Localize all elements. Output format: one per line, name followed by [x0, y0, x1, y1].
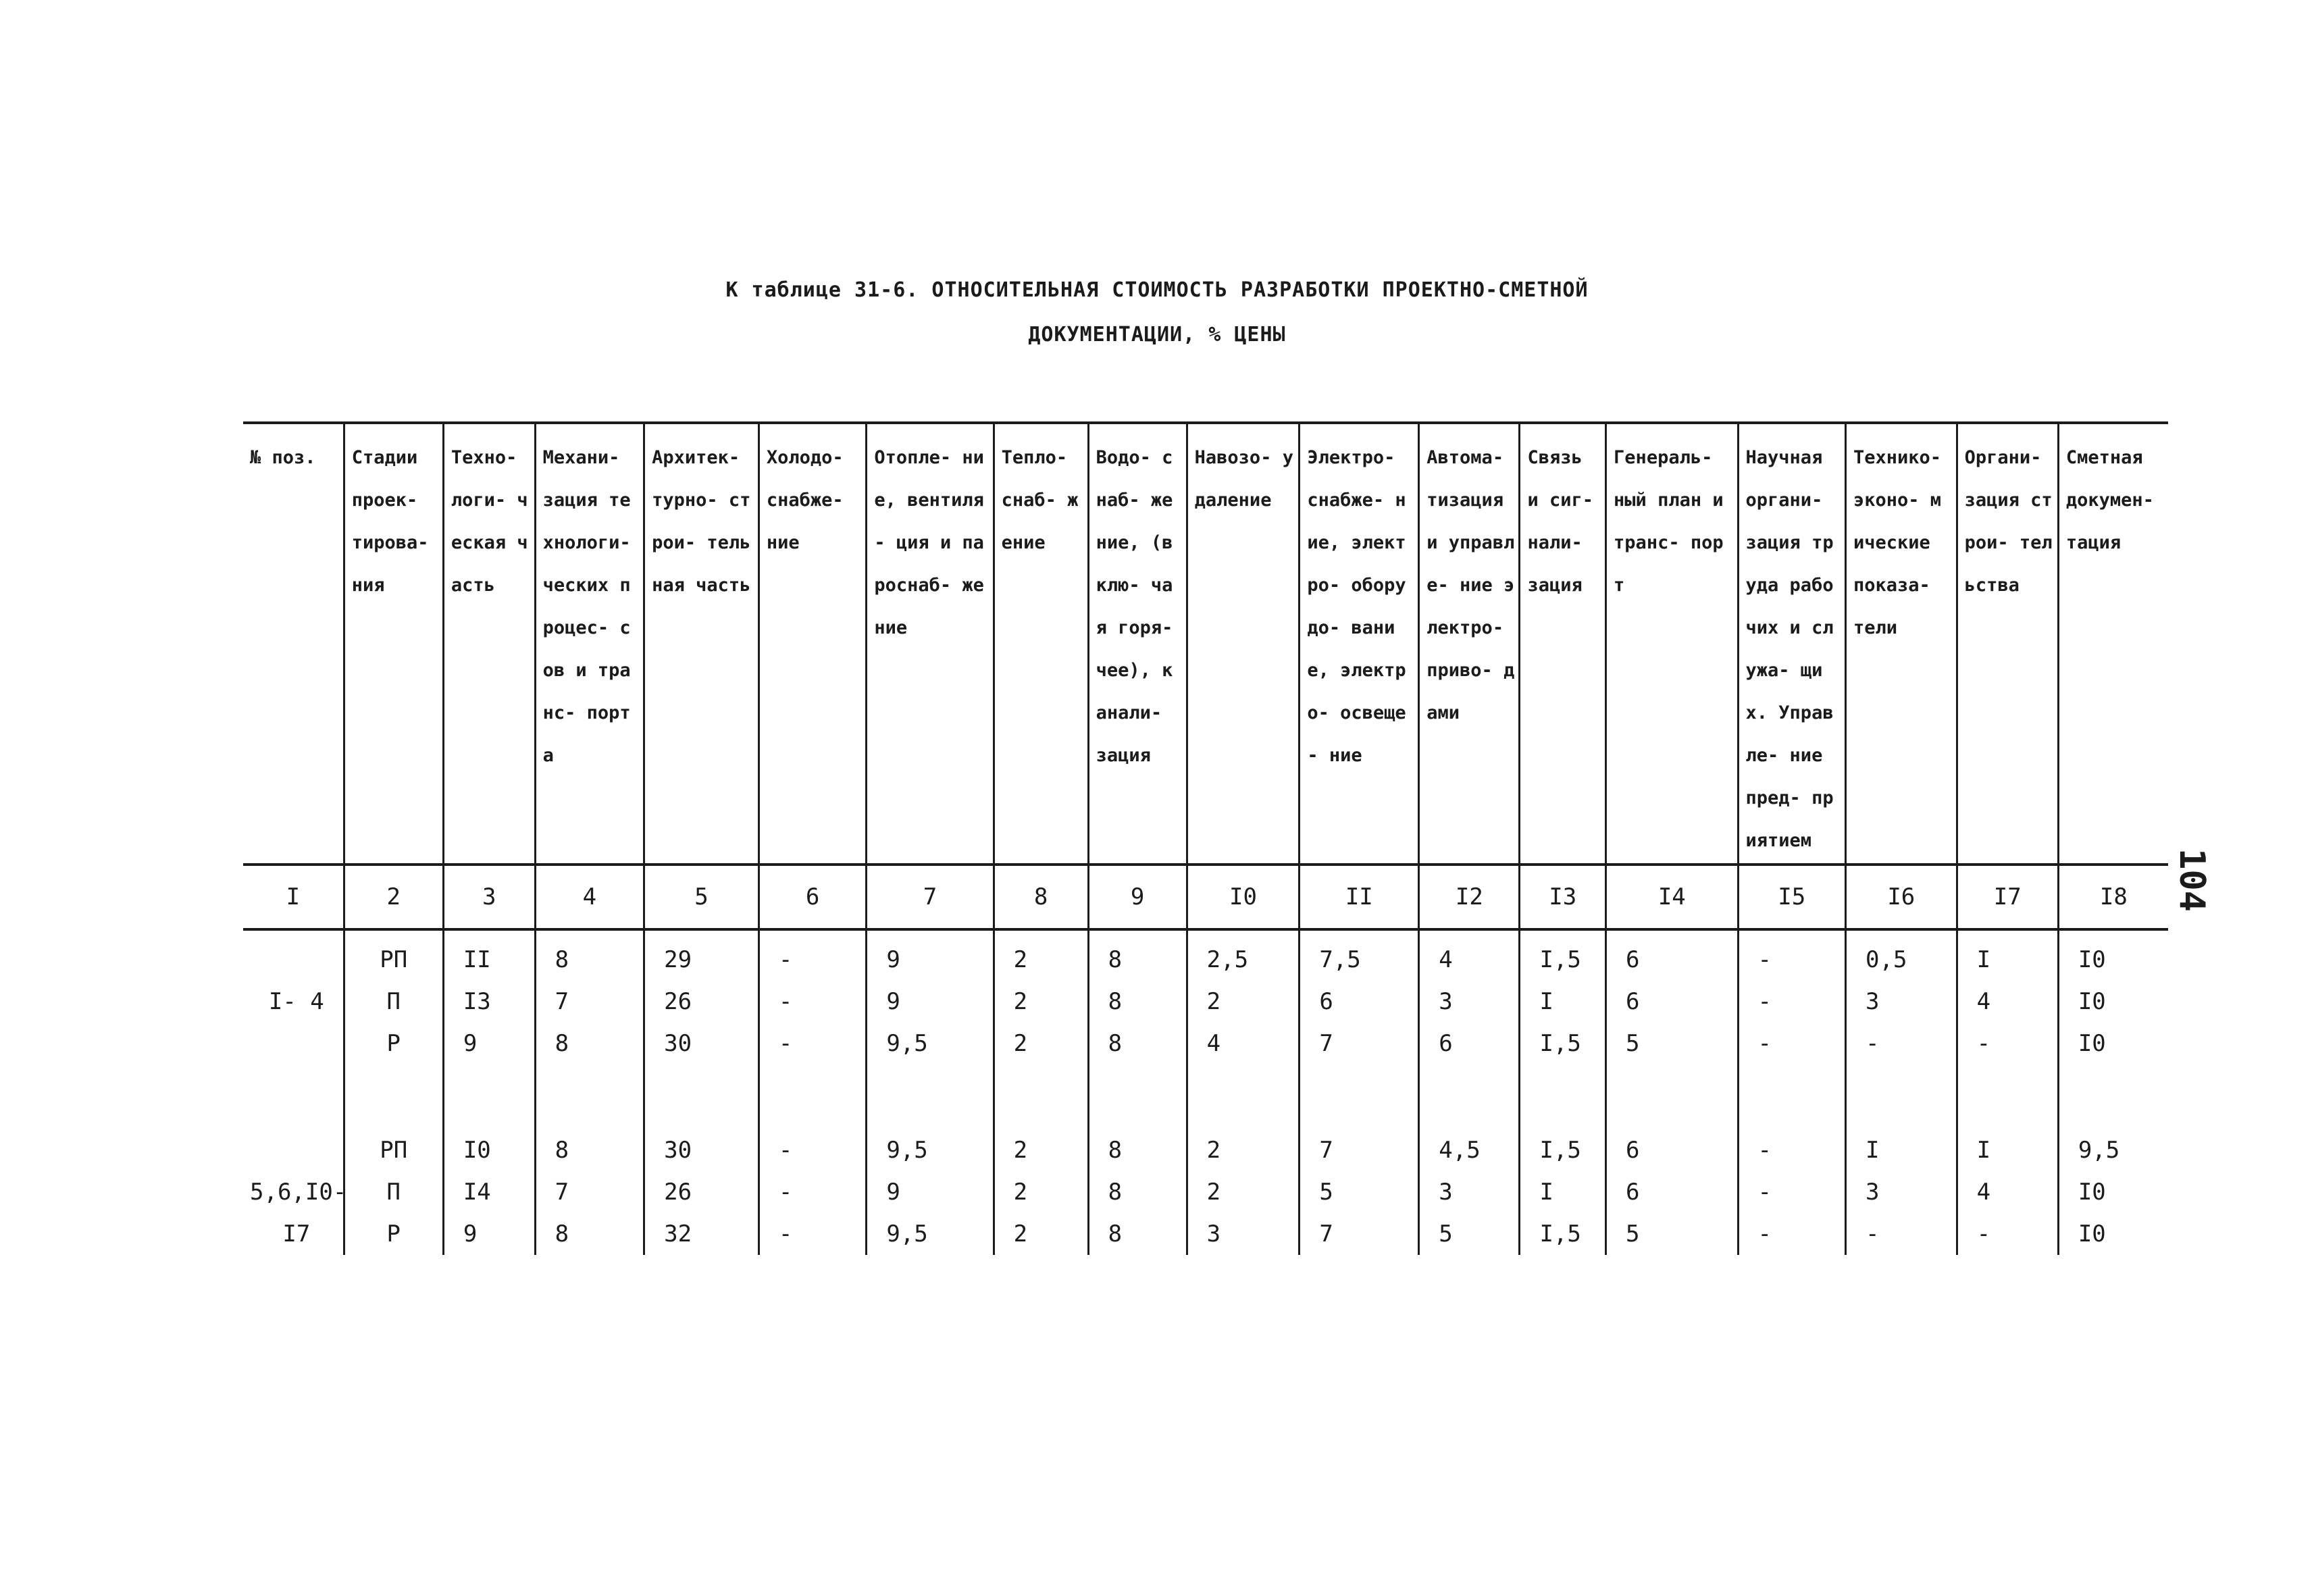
header-text: Технико- эконо- мические показа- тели	[1853, 447, 1942, 638]
position-label	[243, 939, 343, 981]
header-cell	[1520, 423, 1606, 865]
cell-value: 8	[1108, 1220, 1123, 1247]
header-text: Механи- зация технологи- ческих процес- сов и транс- порта	[542, 447, 631, 766]
value-cell	[759, 1064, 866, 1255]
cell-value: 6	[1626, 1179, 1640, 1206]
value-cell	[1606, 929, 1738, 1064]
header-cell	[1187, 423, 1300, 865]
page-number: 104	[2171, 848, 2212, 912]
value-cell	[344, 1064, 443, 1255]
table-row-group	[243, 929, 2168, 1064]
cell-value: 4	[1206, 1030, 1221, 1057]
cell-value: -	[1757, 1030, 1772, 1057]
cell-value: I,5	[1539, 1030, 1581, 1057]
value-cell	[1738, 929, 1845, 1064]
cell-value: 0,5	[1866, 946, 1907, 973]
cell-value: I0	[463, 1137, 491, 1164]
header-text: Научная органи- зация труда рабочих и служа- щих. Управле- ние пред- приятием	[1745, 447, 1834, 851]
header-row	[243, 423, 2168, 865]
cell-value: 8	[1108, 1030, 1123, 1057]
cell-value: 4	[1439, 946, 1453, 973]
cell-value: 2	[1013, 1030, 1028, 1057]
value-cell	[1300, 929, 1419, 1064]
value-cell	[1419, 1064, 1520, 1255]
value-cell	[1520, 929, 1606, 1064]
cell-value: I	[1539, 988, 1553, 1015]
header-text: Электро- снабже- ние, электро- оборудо- вание, электро- освеще- ние	[1307, 447, 1406, 766]
header-text: № поз.	[250, 447, 316, 468]
stage-label: П	[386, 1179, 401, 1206]
column-number: 4	[535, 865, 644, 929]
header-cell	[443, 423, 535, 865]
cell-value: 3	[1866, 1179, 1880, 1206]
cell-value: 9	[463, 1220, 478, 1247]
value-cell	[1606, 1064, 1738, 1255]
cell-value: 4	[1976, 1179, 1991, 1206]
cell-value: -	[778, 1030, 793, 1057]
cell-value: 7	[1319, 1220, 1333, 1247]
value-cell	[2058, 929, 2168, 1064]
cell-value: I	[1539, 1179, 1553, 1206]
value-cell	[344, 929, 443, 1064]
position-cell	[243, 929, 344, 1064]
cell-value: -	[1757, 946, 1772, 973]
value-cell	[1419, 929, 1520, 1064]
value-cell	[1088, 929, 1187, 1064]
cell-value: I0	[2078, 946, 2106, 973]
value-cell	[443, 929, 535, 1064]
value-cell	[535, 929, 644, 1064]
cell-value: 32	[664, 1220, 692, 1247]
value-cell	[759, 929, 866, 1064]
column-number: 3	[443, 865, 535, 929]
stage-label: П	[386, 988, 401, 1015]
column-number-row	[243, 865, 2168, 929]
cell-value: 9,5	[886, 1220, 928, 1247]
cell-value: 6	[1626, 946, 1640, 973]
cell-value: -	[1976, 1220, 1991, 1247]
column-number: 8	[994, 865, 1088, 929]
header-cell	[1846, 423, 1957, 865]
cell-value: -	[778, 1220, 793, 1247]
cell-value: I0	[2078, 1030, 2106, 1057]
value-cell	[1187, 1064, 1300, 1255]
cell-value: I,5	[1539, 1220, 1581, 1247]
cell-value: 4	[1976, 988, 1991, 1015]
cell-value: -	[1866, 1030, 1880, 1057]
cell-value: 3	[1206, 1220, 1221, 1247]
cell-value: 3	[1866, 988, 1880, 1015]
cell-value: 9,5	[886, 1030, 928, 1057]
header-cell	[759, 423, 866, 865]
column-number: 5	[644, 865, 759, 929]
value-cell	[994, 1064, 1088, 1255]
stage-label: РП	[380, 946, 408, 973]
value-cell	[1187, 929, 1300, 1064]
column-number: 2	[344, 865, 443, 929]
cell-value: I0	[2078, 988, 2106, 1015]
cell-value: 2	[1013, 988, 1028, 1015]
cell-value: 8	[555, 1030, 569, 1057]
cell-value: -	[778, 946, 793, 973]
value-cell	[1300, 1064, 1419, 1255]
cell-value: 2	[1206, 1179, 1221, 1206]
header-cell	[1738, 423, 1845, 865]
cell-value: 8	[555, 1137, 569, 1164]
header-text: Техно- логи- ческая часть	[451, 447, 528, 596]
cell-value: -	[1757, 1220, 1772, 1247]
cell-value: -	[1757, 1179, 1772, 1206]
stage-label: Р	[386, 1220, 401, 1247]
header-cell	[344, 423, 443, 865]
header-text: Водо- снаб- жение, (вклю- чая горя- чее), канали- зация	[1096, 447, 1173, 766]
cell-value: 9	[886, 1179, 900, 1206]
cell-value: 8	[1108, 1137, 1123, 1164]
header-cell	[1606, 423, 1738, 865]
header-text: Автома- тизация и управле- ние электро- приво- дами	[1426, 447, 1515, 723]
cell-value: I4	[463, 1179, 491, 1206]
cell-value: 2	[1013, 1179, 1028, 1206]
header-text: Холодо- снабже- ние	[766, 447, 844, 553]
cell-value: 5	[1319, 1179, 1333, 1206]
cell-value: 2	[1013, 946, 1028, 973]
header-cell	[994, 423, 1088, 865]
header-text: Генераль- ный план и транс- порт	[1614, 447, 1724, 596]
cell-value: 9	[886, 946, 900, 973]
cell-value: I3	[463, 988, 491, 1015]
value-cell	[994, 929, 1088, 1064]
header-text: Сметная докумен- тация	[2065, 447, 2154, 553]
cell-value: 3	[1439, 1179, 1453, 1206]
value-cell	[1846, 1064, 1957, 1255]
value-cell	[867, 1064, 994, 1255]
position-label: I7	[282, 1220, 311, 1247]
column-number: I0	[1187, 865, 1300, 929]
header-text: Навозо- удаление	[1194, 447, 1293, 511]
cell-value: 9,5	[886, 1137, 928, 1164]
position-label: I- 4	[268, 988, 324, 1015]
value-cell	[443, 1064, 535, 1255]
cell-value: 30	[664, 1137, 692, 1164]
cell-value: I0	[2078, 1179, 2106, 1206]
cell-value: 8	[1108, 988, 1123, 1015]
value-cell	[1520, 1064, 1606, 1255]
value-cell	[1846, 929, 1957, 1064]
cell-value: 8	[1108, 1179, 1123, 1206]
value-cell	[1088, 1064, 1187, 1255]
position-label	[243, 1129, 343, 1171]
header-text: Органи- зация строи- тельства	[1964, 447, 2053, 596]
cell-value: 7	[1319, 1030, 1333, 1057]
cell-value: 7	[555, 1179, 569, 1206]
cell-value: 26	[664, 988, 692, 1015]
cell-value: I,5	[1539, 946, 1581, 973]
column-number: II	[1300, 865, 1419, 929]
cell-value: 8	[555, 1220, 569, 1247]
cell-value: 26	[664, 1179, 692, 1206]
cell-value: 7	[555, 988, 569, 1015]
header-cell	[644, 423, 759, 865]
cell-value: 4,5	[1439, 1137, 1481, 1164]
value-cell	[2058, 1064, 2168, 1255]
cell-value: 9,5	[2078, 1137, 2120, 1164]
column-number: I3	[1520, 865, 1606, 929]
cell-value: -	[1866, 1220, 1880, 1247]
position-label	[243, 1023, 343, 1064]
header-cell	[1300, 423, 1419, 865]
cell-value: 6	[1626, 1137, 1640, 1164]
cell-value: -	[1976, 1030, 1991, 1057]
header-cell	[867, 423, 994, 865]
stage-label: РП	[380, 1137, 408, 1164]
cell-value: 2	[1206, 1137, 1221, 1164]
cell-value: 5	[1626, 1030, 1640, 1057]
position-label: 5,6,I0-	[250, 1179, 347, 1206]
table-title-continuation: ДОКУМЕНТАЦИИ, % ЦЕНЫ	[1028, 323, 1286, 346]
cell-value: I	[1976, 946, 1991, 973]
column-number: I2	[1419, 865, 1520, 929]
column-number: I7	[1957, 865, 2058, 929]
cell-value: 7,5	[1319, 946, 1361, 973]
header-text: Стадии проек- тирова- ния	[351, 447, 429, 596]
cell-value: -	[778, 988, 793, 1015]
column-number: I6	[1846, 865, 1957, 929]
header-text: Отопле- ние, вентиля- ция и пароснаб- жение	[874, 447, 984, 638]
table-title: К таблице 31-6. ОТНОСИТЕЛЬНАЯ СТОИМОСТЬ РАЗРАБОТКИ ПРОЕКТНО-СМЕТНОЙ	[725, 278, 1589, 302]
header-text: Связь и сиг- нали- зация	[1527, 447, 1594, 596]
cell-value: 6	[1626, 988, 1640, 1015]
header-text: Тепло- снаб- жение	[1001, 447, 1079, 553]
header-text: Архитек- турно- строи- тельная часть	[652, 447, 751, 596]
column-number: I	[243, 865, 344, 929]
header-cell	[2058, 423, 2168, 865]
column-number: 9	[1088, 865, 1187, 929]
value-cell	[644, 1064, 759, 1255]
cell-value: -	[778, 1137, 793, 1164]
cell-value: 8	[555, 946, 569, 973]
column-number: I8	[2058, 865, 2168, 929]
cell-value: 7	[1319, 1137, 1333, 1164]
cell-value: 3	[1439, 988, 1453, 1015]
value-cell	[1738, 1064, 1845, 1255]
cell-value: -	[1757, 988, 1772, 1015]
value-cell	[867, 929, 994, 1064]
cell-value: I,5	[1539, 1137, 1581, 1164]
table-row-group	[243, 1064, 2168, 1255]
cell-value: 9	[886, 988, 900, 1015]
header-cell	[535, 423, 644, 865]
cell-value: 2	[1013, 1137, 1028, 1164]
cell-value: I	[1976, 1137, 1991, 1164]
cell-value: II	[463, 946, 491, 973]
cell-value: 6	[1439, 1030, 1453, 1057]
cell-value: 30	[664, 1030, 692, 1057]
value-cell	[1957, 929, 2058, 1064]
cell-value: 8	[1108, 946, 1123, 973]
cell-value: 6	[1319, 988, 1333, 1015]
column-number: 7	[867, 865, 994, 929]
header-cell	[1419, 423, 1520, 865]
cost-table	[243, 421, 2168, 1255]
cell-value: I0	[2078, 1220, 2106, 1247]
cell-value: 29	[664, 946, 692, 973]
column-number: I5	[1738, 865, 1845, 929]
stage-label: Р	[386, 1030, 401, 1057]
value-cell	[644, 929, 759, 1064]
column-number: 6	[759, 865, 866, 929]
value-cell	[535, 1064, 644, 1255]
cell-value: -	[1757, 1137, 1772, 1164]
cell-value: 2,5	[1206, 946, 1249, 973]
value-cell	[1957, 1064, 2058, 1255]
header-cell	[1957, 423, 2058, 865]
position-cell	[243, 1064, 347, 1255]
header-cell	[243, 423, 344, 865]
cell-value: 5	[1439, 1220, 1453, 1247]
cell-value: I	[1866, 1137, 1880, 1164]
cell-value: 5	[1626, 1220, 1640, 1247]
cell-value: 9	[463, 1030, 478, 1057]
column-number: I4	[1606, 865, 1738, 929]
cell-value: 2	[1013, 1220, 1028, 1247]
cell-value: 2	[1206, 988, 1221, 1015]
cell-value: -	[778, 1179, 793, 1206]
header-cell	[1088, 423, 1187, 865]
